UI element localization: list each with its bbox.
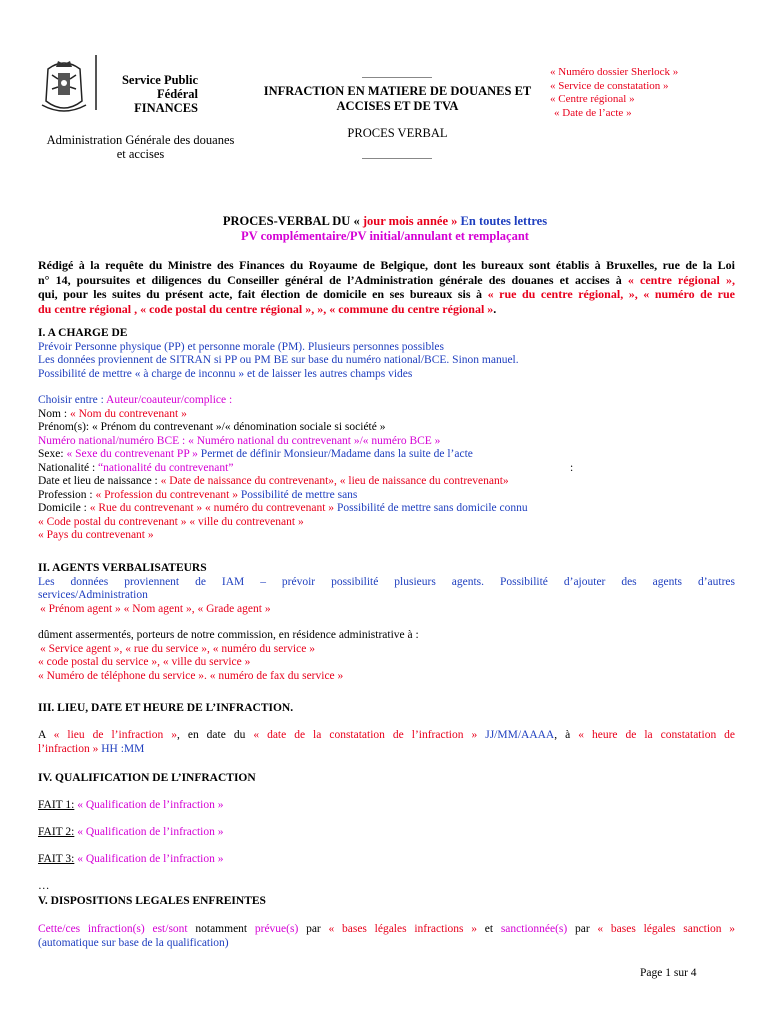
org-line1: Service Public xyxy=(121,73,198,87)
intro-l1: Rédigé à la requête du Ministre des Finances du Royaume de Belgique, dont les bureaux sont établis à Bruxelles, rue de la Loi xyxy=(38,258,735,272)
title-rule-top xyxy=(362,77,432,78)
intro-l3b: « rue du centre régional, », « numéro de rue xyxy=(487,287,736,301)
fait-3-label: FAIT 3: xyxy=(38,853,75,865)
section-2 xyxy=(38,562,735,683)
doc-subtitle: PROCES VERBAL xyxy=(347,126,448,140)
intro-l2b: « centre régional », xyxy=(627,272,735,287)
doc-title xyxy=(250,84,545,113)
section-1-title: I. A CHARGE DE xyxy=(38,327,128,339)
intro-paragraph xyxy=(38,258,735,316)
s5-b: notamment xyxy=(195,923,248,935)
page-number: Page 1 sur 4 xyxy=(640,967,697,979)
s5-h: par xyxy=(574,923,590,935)
section-4-title: IV. QUALIFICATION DE L’INFRACTION xyxy=(38,772,256,784)
admin-line1: Administration Générale des douanes xyxy=(46,133,235,147)
s2-note-2: services/Administration xyxy=(38,589,148,601)
prof-note: Possibilité de mettre sans xyxy=(240,488,358,501)
section-5-body xyxy=(38,923,735,950)
admin-line2: et accises xyxy=(116,147,165,161)
intro-l4a: du centre régional , « code postal du centre régional », », « commune du centre régional » xyxy=(38,301,494,316)
reference-block xyxy=(550,66,695,120)
header-vertical-rule xyxy=(95,55,97,110)
dom-value: « Rue du contrevenant » « numéro du contrevenant » xyxy=(89,502,335,514)
s5-e: « bases légales infractions » xyxy=(328,923,477,935)
sexe-label: Sexe: xyxy=(38,448,64,460)
prof-value: « Profession du contrevenant » xyxy=(95,488,238,501)
num-label: Numéro national/numéro BCE : xyxy=(38,434,186,447)
s5-f: et xyxy=(484,923,494,935)
service-line-2: « code postal du service », « ville du service » xyxy=(38,656,251,668)
s3-format: JJ/MM/AAAA xyxy=(485,729,555,741)
s3-lieu: « lieu de l’infraction » xyxy=(53,729,177,741)
s5-g: sanctionnée(s) xyxy=(500,923,568,935)
intro-l2a: n° 14, poursuites et diligences du Conseiller général de l’Administration générale des douanes et accises à xyxy=(38,272,622,287)
date-label: Date et lieu de naissance : xyxy=(38,475,158,487)
org-line2: Fédéral FINANCES xyxy=(134,87,198,115)
ref-date: « Date de l’acte » xyxy=(554,106,632,119)
s5-i: « bases légales sanction » xyxy=(597,923,736,935)
heading-date: jour mois année » xyxy=(362,214,458,228)
s5-c: prévue(s) xyxy=(254,923,299,935)
s1-note-3: Possibilité de mettre « à charge de inconnu » et de laisser les autres champs vides xyxy=(38,367,413,380)
fait-1-value: « Qualification de l’infraction » xyxy=(77,799,224,811)
fait-2-label: FAIT 2: xyxy=(38,826,75,838)
service-line-3: « Numéro de téléphone du service ». « numéro de fax du service » xyxy=(38,669,344,682)
s5-d: par xyxy=(306,923,321,935)
intro-l3a: qui, pour les suites du présent acte, fait élection de domicile en ses bureaux sis à xyxy=(38,287,483,301)
sexe-note: Permet de définir Monsieur/Madame dans la suite de l’acte xyxy=(200,448,473,460)
s3-a2: , à xyxy=(554,729,571,741)
admin-name xyxy=(38,133,243,161)
title-rule-bottom xyxy=(362,158,432,159)
fait-1 xyxy=(38,799,223,813)
heading-letters: En toutes lettres xyxy=(460,214,548,228)
dument-line: dûment assermentés, porteurs de notre commission, en résidence administrative à : xyxy=(38,629,419,641)
s3-heure2: l’infraction » xyxy=(38,742,99,755)
coat-of-arms-logo xyxy=(38,55,90,117)
org-name xyxy=(98,73,198,115)
title-line1: INFRACTION EN MATIERE DE DOUANES ET xyxy=(263,84,532,98)
date-value: « Date de naissance du contrevenant», « lieu de naissance du contrevenant» xyxy=(160,475,509,487)
section-5-title: V. DISPOSITIONS LEGALES ENFREINTES xyxy=(38,895,266,907)
pv-heading xyxy=(0,214,770,243)
s3-date: « date de la constatation de l’infraction » xyxy=(253,729,478,741)
ref-service: « Service de constatation » xyxy=(550,79,669,92)
heading-prefix: PROCES-VERBAL DU « xyxy=(222,214,360,228)
s3-a: A xyxy=(38,729,46,741)
agent-line: « Prénom agent » « Nom agent », « Grade agent » xyxy=(40,602,271,615)
s3-hh: HH :MM xyxy=(101,742,145,755)
nat-colon: : xyxy=(570,461,574,474)
nom-value: « Nom du contrevenant » xyxy=(69,407,187,420)
dom-label: Domicile : xyxy=(38,502,87,514)
section-3-body xyxy=(38,729,735,756)
nom-label: Nom : xyxy=(38,407,68,420)
ref-centre: « Centre régional » xyxy=(550,93,635,105)
intro-l4b: . xyxy=(493,301,497,316)
prenom-line: Prénom(s): « Prénom du contrevenant »/« dénomination sociale si société » xyxy=(38,421,386,433)
heading-line2: PV complémentaire/PV initial/annulant et remplaçant xyxy=(241,228,529,243)
dom-note: Possibilité de mettre sans domicile connu xyxy=(336,502,528,514)
section-1 xyxy=(38,327,738,543)
nat-value: “nationalité du contrevenant” xyxy=(98,461,234,474)
pays-line: « Pays du contrevenant » xyxy=(38,529,154,541)
fait-2 xyxy=(38,826,223,840)
choose-role: Auteur/coauteur/complice : xyxy=(106,394,233,406)
ref-sherlock: « Numéro dossier Sherlock » xyxy=(550,66,679,78)
fait-3 xyxy=(38,853,223,867)
choose-label: Choisir entre : xyxy=(38,394,104,406)
service-line-1: « Service agent », « rue du service », « numéro du service » xyxy=(40,642,315,655)
section-3-title: III. LIEU, DATE ET HEURE DE L’INFRACTION. xyxy=(38,702,294,714)
cp-line: « Code postal du contrevenant » « ville du contrevenant » xyxy=(38,515,304,528)
fait-2-value: « Qualification de l’infraction » xyxy=(77,826,224,838)
s3-en-date: , en date du xyxy=(176,729,246,741)
fait-1-label: FAIT 1: xyxy=(38,799,75,811)
title-line2: ACCISES ET DE TVA xyxy=(336,98,459,113)
s1-note-1: Prévoir Personne physique (PP) et personne morale (PM). Plusieurs personnes possibles xyxy=(38,340,444,353)
ellipsis: … xyxy=(38,880,50,892)
prof-label: Profession : xyxy=(38,488,93,501)
s5-a: Cette/ces infraction(s) est/sont xyxy=(38,923,188,935)
s2-note-1: Les données proviennent de IAM – prévoir possibilité plusieurs agents. Possibilité d’ajouter des agents d’autres xyxy=(38,575,735,588)
s3-heure: « heure de la constatation de xyxy=(578,729,736,741)
nat-label: Nationalité : xyxy=(38,461,96,474)
fait-3-value: « Qualification de l’infraction » xyxy=(77,853,224,865)
s5-line2: (automatique sur base de la qualification) xyxy=(38,936,229,949)
num-value: « Numéro national du contrevenant »/« numéro BCE » xyxy=(188,434,441,447)
section-2-title: II. AGENTS VERBALISATEURS xyxy=(38,562,207,574)
sexe-value: « Sexe du contrevenant PP » xyxy=(66,448,198,460)
s1-note-2: Les données proviennent de SITRAN si PP ou PM BE sur base du numéro national/BCE. Sinon manuel. xyxy=(38,354,519,366)
